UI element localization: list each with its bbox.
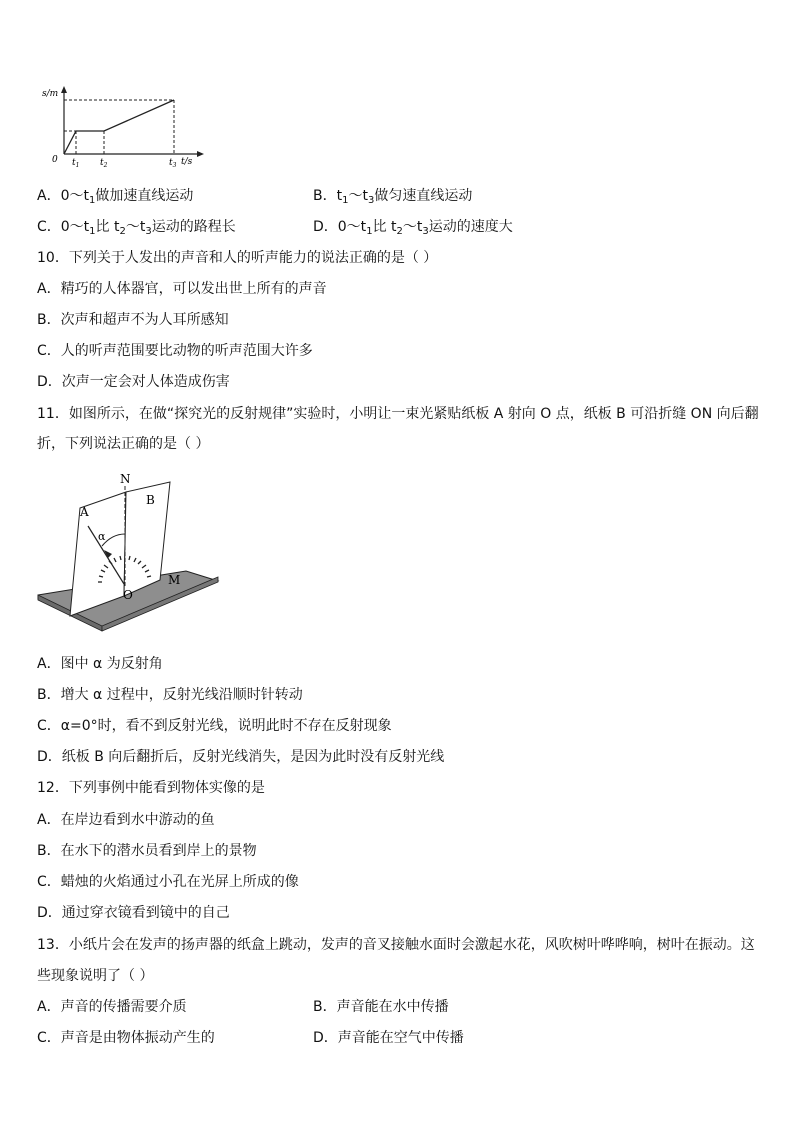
label-M: M bbox=[168, 573, 181, 587]
label-alpha: α bbox=[98, 530, 106, 543]
q9-option-a[interactable]: A．$0\sim t_1$做加速直线运动 bbox=[37, 188, 194, 206]
x-axis-label: t/s bbox=[181, 157, 193, 167]
q9-option-b[interactable]: B．$t_1\sim t_3$做匀速直线运动 bbox=[313, 188, 473, 206]
q11-option-c[interactable]: C．α=0°时，看不到反射光线，说明此时不存在反射现象 bbox=[37, 718, 392, 734]
label-O: O bbox=[123, 588, 133, 602]
q10-option-a[interactable]: A．精巧的人体器官，可以发出世上所有的声音 bbox=[37, 281, 327, 297]
q11-option-b[interactable]: B．增大 α 过程中，反射光线沿顺时针转动 bbox=[37, 687, 303, 703]
label-A: A bbox=[80, 505, 89, 519]
t1-label: $t_1$ bbox=[72, 158, 80, 169]
q11-option-a[interactable]: A．图中 α 为反射角 bbox=[37, 656, 163, 672]
q12-option-b[interactable]: B．在水下的潜水员看到岸上的景物 bbox=[37, 843, 257, 859]
q11-stem-line1: 11．如图所示，在做“探究光的反射规律”实验时，小明让一束光紧贴纸板 A 射向 O 点，纸板 B 可沿折缝 ON 向后翻 bbox=[37, 406, 759, 422]
y-axis-label: s/m bbox=[42, 89, 59, 99]
q13-stem-line1: 13．小纸片会在发声的扬声器的纸盒上跳动，发声的音叉接触水面时会激起水花，风吹树叶哗哗响，树叶在振动。这 bbox=[37, 937, 755, 953]
q9-option-c[interactable]: C．$0\sim t_1$比 $t_2\sim t_3$运动的路程长 bbox=[37, 219, 236, 237]
q12-stem: 12．下列事例中能看到物体实像的是 bbox=[37, 780, 265, 796]
q13-option-d[interactable]: D．声音能在空气中传播 bbox=[313, 1030, 464, 1046]
q10-stem: 10．下列关于人发出的声音和人的听声能力的说法正确的是（ ） bbox=[37, 250, 438, 266]
reflection-experiment-figure bbox=[36, 468, 220, 636]
distance-time-graph bbox=[40, 84, 210, 170]
q10-option-d[interactable]: D．次声一定会对人体造成伤害 bbox=[37, 374, 230, 390]
q13-stem-line2: 些现象说明了（ ） bbox=[37, 968, 154, 984]
q13-option-b[interactable]: B．声音能在水中传播 bbox=[313, 999, 449, 1015]
q12-option-d[interactable]: D．通过穿衣镜看到镜中的自己 bbox=[37, 905, 230, 921]
q9-option-d[interactable]: D．$0\sim t_1$比 $t_2\sim t_3$运动的速度大 bbox=[313, 219, 513, 237]
q11-option-d[interactable]: D．纸板 B 向后翻折后，反射光线消失，是因为此时没有反射光线 bbox=[37, 749, 445, 765]
q13-option-c[interactable]: C．声音是由物体振动产生的 bbox=[37, 1030, 215, 1046]
origin-label: 0 bbox=[52, 155, 58, 165]
q13-option-a[interactable]: A．声音的传播需要介质 bbox=[37, 999, 187, 1015]
q12-option-a[interactable]: A．在岸边看到水中游动的鱼 bbox=[37, 812, 215, 828]
label-B: B bbox=[146, 493, 155, 507]
t3-label: $t_3$ bbox=[169, 158, 177, 169]
label-N: N bbox=[120, 472, 131, 486]
t2-label: $t_2$ bbox=[100, 158, 108, 169]
q11-stem-line2: 折，下列说法正确的是（ ） bbox=[37, 436, 210, 452]
q10-option-b[interactable]: B．次声和超声不为人耳所感知 bbox=[37, 312, 229, 328]
q12-option-c[interactable]: C．蜡烛的火焰通过小孔在光屏上所成的像 bbox=[37, 874, 299, 890]
q10-option-c[interactable]: C．人的听声范围要比动物的听声范围大许多 bbox=[37, 343, 313, 359]
